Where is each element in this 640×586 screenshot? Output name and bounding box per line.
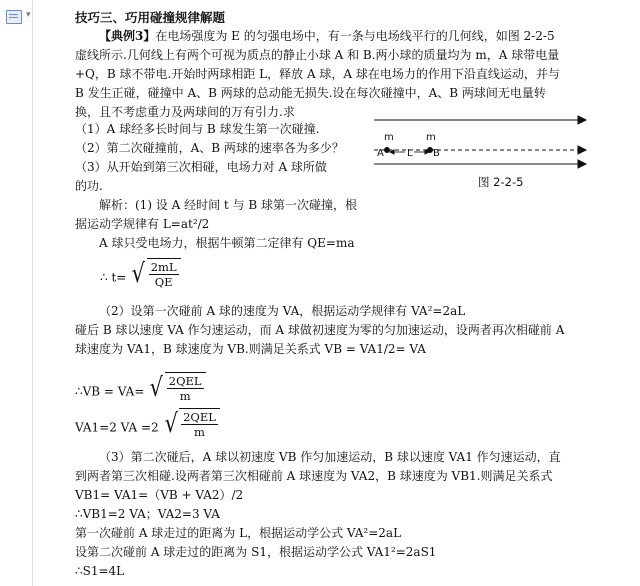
solution-step-3c: 第一次碰前 A 球走过的距离为 L，根据运动学公式 VA²=2aL	[75, 526, 402, 540]
formula-va1: VA1=2 VA =2 √ $\frac{\text{2QEL}}{m}$	[75, 408, 220, 439]
formula-denominator: m	[179, 389, 191, 403]
problem-statement	[75, 27, 565, 122]
solution-step-3b: ∴VB1=2 VA；VA2=3 VA	[75, 507, 220, 521]
solution-step-1c: A 球只受电场力，根据牛顿第二定律有 QE=ma	[99, 236, 355, 250]
solution-step-1b: 据运动学规律有 L=at²/2	[75, 217, 210, 231]
solution-step-3e: ∴S1=4L	[75, 564, 125, 578]
formula-lhs: ∴VB = VA=	[75, 384, 145, 399]
arrow-icon	[578, 116, 586, 124]
solution-step-3d: 设第二次碰前 A 球走过的距离为 S1，根据运动学公式 VA1²=2aS1	[75, 545, 437, 559]
chevron-down-icon[interactable]: ▾	[26, 10, 31, 20]
question-3-cont: 的功.	[75, 179, 103, 193]
question-1: （1）A 球经多长时间与 B 球发生第一次碰撞.	[75, 122, 320, 136]
solution-step-2: （2）设第一次碰前 A 球的速度为 VA，根据运动学规律有 VA²=2aL	[99, 304, 466, 318]
question-2: （2）第二次碰撞前，A、B 两球的速率各为多少？	[75, 141, 344, 155]
formula-numerator: 2QEL	[168, 374, 202, 388]
document-icon[interactable]	[6, 10, 22, 24]
mass-label-a: m	[384, 132, 394, 143]
arrow-icon	[578, 160, 586, 168]
solution-step-3: （3）第二次碰后，A 球以初速度 VB 作匀加速运动，B 球以速度 VA1 作匀速运动，直到两者第三次相碰.设两者第三次相碰前 A 球速度为 VA2，B 球速度为 VB1.则满足关系式 VB1= VA1=（VB + VA2）/2	[75, 450, 561, 502]
formula-vb: ∴VB = VA= √ $\frac{\text{2QEL}}{m}$	[75, 372, 206, 403]
page-title: 技巧三、巧用碰撞规律解题	[75, 10, 226, 25]
formula-denominator: QE	[154, 275, 173, 289]
label-l: L	[407, 148, 413, 159]
margin-line	[32, 0, 33, 586]
formula-lhs: ∴ t=	[100, 270, 127, 285]
mass-label-b: m	[426, 132, 436, 143]
formula-denominator: m	[194, 425, 205, 439]
figure-caption: 图 2-2-5	[478, 175, 524, 189]
problem-text: 在电场强度为 E 的匀强电场中，有一条与电场线平行的几何线，如图 2-2-5 虚线所示.几何线上有两个可视为质点的静止小球 A 和 B.两小球的质量均为 m，A 球带电量+Q，B 球不带电.开始时两球相距 L，释放 A 球，A 球在电场力的作用下沿直线运动，并与 B 发生正碰，碰撞中 A、B 两球的总动能无损失.设在每次碰撞中，A、B 两球间无电量转换，且不考虑重力及两球间的万有引力.求	[75, 29, 560, 119]
question-3: （3）从开始到第三次相碰，电场力对 A 球所做	[75, 160, 327, 174]
label-b: B	[433, 148, 440, 159]
formula-lhs: VA1=2 VA =2	[75, 420, 159, 435]
problem-label: 【典例3】	[99, 29, 156, 43]
solution-step-2b: 碰后 B 球以速度 VA 作匀速运动，而 A 球做初速度为零的匀加速运动，设两者再次相碰前 A 球速度为 VA1，B 球速度为 VB.则满足关系式 VB = VA1/2= VA	[75, 323, 565, 356]
formula-numerator: 2QEL	[183, 410, 216, 424]
formula-numerator: 2mL	[150, 260, 177, 274]
formula-t: ∴ t= √ $\frac{2mL}{QE}$	[100, 258, 181, 289]
solution-step-1: 解析：(1) 设 A 经时间 t 与 B 球第一次碰撞，根	[99, 198, 358, 212]
arrow-icon	[578, 146, 586, 154]
ball-a	[385, 148, 390, 153]
label-a: A	[377, 148, 384, 159]
